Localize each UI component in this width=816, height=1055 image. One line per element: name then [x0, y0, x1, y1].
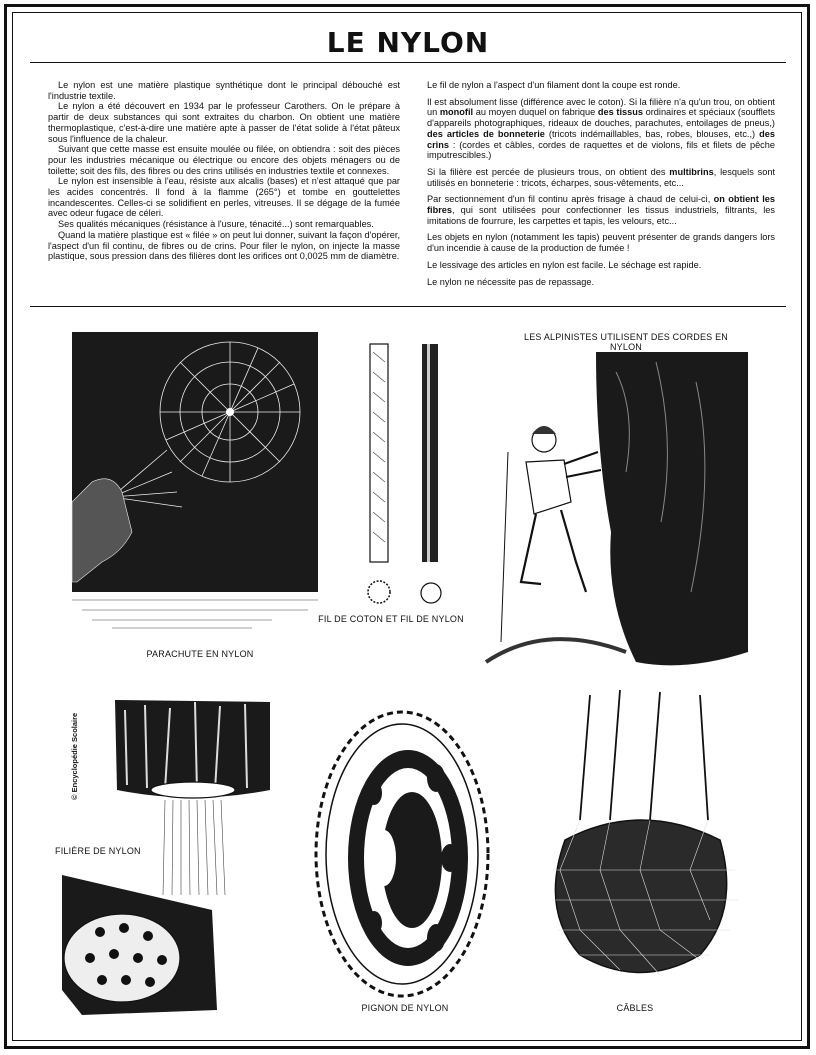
paragraph: Quand la matière plastique est « filée » on peut lui donner, suivant la façon d'opérer, l'aspect d'un fil continu, de fibres ou de crins. Pour filer le nylon, on injecte la masse plastique, sous pression dans des filières dont les orifices ont 0,0025 mm de diamètre.	[48, 229, 400, 262]
title-rule	[30, 62, 786, 63]
page-title: LE NYLON	[326, 26, 490, 59]
paragraph: Les objets en nylon (notamment les tapis) peuvent présenter de grands dangers lors d'un incendie à cause de la production de fumée !	[427, 232, 775, 254]
caption-cables: CÂBLES	[616, 1003, 654, 1013]
spinneret-illustration	[115, 690, 275, 900]
parachute-illustration	[72, 332, 318, 640]
gear-illustration	[312, 708, 492, 998]
paragraph: Le nylon est insensible à l'eau, résiste aux alcalis (bases) et n'est attaqué que par les acides concentrés. Il fond à la flamme (265°) et tombe en gouttelettes incandescentes. Celles-ci se solidifient en perles, vitreuses. Il se dégage de la fumée avec odeur fugace de céleri.	[48, 176, 400, 219]
paragraph: Le lessivage des articles en nylon est facile. Le séchage est rapide.	[427, 259, 702, 270]
threads-illustration	[365, 342, 445, 612]
paragraph: Suivant que cette masse est ensuite moulée ou filée, on obtiendra : soit des pièces pour les industries mécanique ou électrique ou encore des objets ménagers ou de toilette; soit des fils, des fibres ou des crins utilisés en industries textile et connexes.	[48, 144, 400, 176]
spinneret-closeup	[62, 870, 217, 1015]
left-text-column	[48, 80, 400, 262]
paragraph: Le nylon ne nécessite pas de repassage.	[427, 276, 595, 287]
paragraph: Il est absolument lisse (différence avec le coton). Si la filière n'a qu'un trou, on obtient un monofil au moyen duquel on fabrique des tissus ordinaires et spéciaux (soufflets d'appareils photographiques, rideaux de douches, parachutes, entoilages de pneus,) des articles de bonneterie (tricots indémaillables, bas, robes, blouses, etc.,) des crins : (cordes et câbles, cordes de raquettes et de violons, fils et filets de pêche imputrescibles.)	[427, 96, 776, 161]
paragraph: Par sectionnement d'un fil continu après frisage à chaud de celui-ci, on obtient les fibres, qui sont utilisées pour confectionner les tissus industriels, filtrants, les imitations de fourrure, les carpettes et tapis, les velours, etc...	[427, 194, 775, 226]
paragraph: Le nylon a été découvert en 1934 par le professeur Carothers. On le prépare à partir de deux substances qui sont extraites du charbon. On obtient une matière thermoplastique, c'est-à-dire une matière apte à passer de l'état solide à l'état pâteux sous l'influence de la chaleur.	[48, 101, 400, 144]
climber-illustration	[486, 352, 748, 682]
copyright-notice: © Encyclopédie Scolaire	[70, 712, 79, 800]
paragraph: Le nylon est une matière plastique synthétique dont le principal débouché est l'industrie textile.	[48, 80, 400, 101]
caption-parachute: PARACHUTE EN NYLON	[146, 649, 254, 659]
paragraph: Si la filière est percée de plusieurs trous, on obtient des multibrins, lesquels sont utilisés en bonneterie : tricots, écharpes, sous-vêtements, etc...	[427, 166, 775, 188]
paragraph: Ses qualités mécaniques (résistance à l'usure, ténacité...) sont remarquables.	[58, 219, 374, 230]
caption-spinneret: FILIÈRE DE NYLON	[55, 846, 141, 856]
section-rule	[30, 306, 786, 307]
cables-net-illustration	[540, 690, 740, 990]
caption-climbers: LES ALPINISTES UTILISENT DES CORDES EN NYLON	[524, 332, 728, 352]
caption-threads: FIL DE COTON ET FIL DE NYLON	[318, 614, 464, 624]
paragraph: Le fil de nylon a l'aspect d'un filament dont la coupe est ronde.	[427, 80, 681, 90]
right-text-column	[427, 80, 775, 293]
caption-gear: PIGNON DE NYLON	[361, 1003, 449, 1013]
